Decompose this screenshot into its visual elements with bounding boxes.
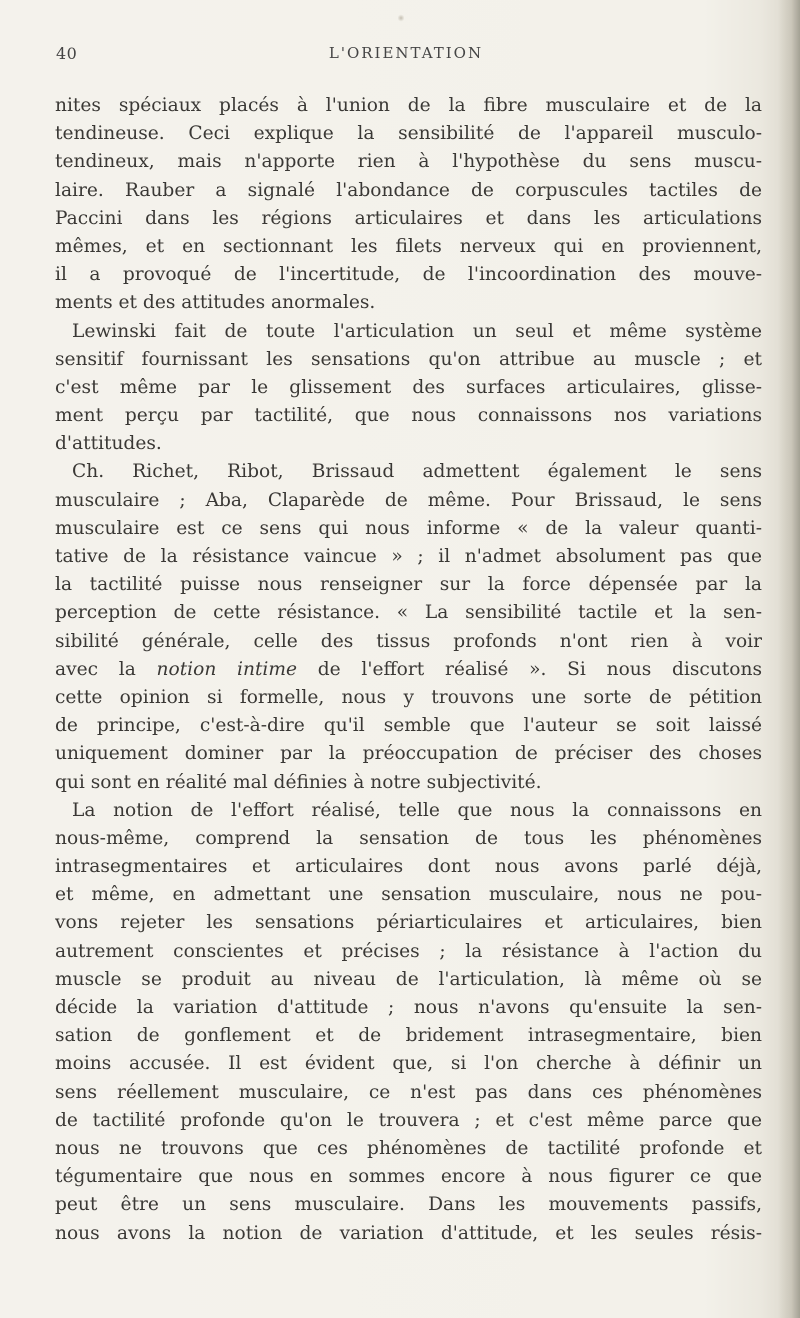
text-line: qui sont en réalité mal définies à notre subjectivité. [55,771,542,793]
text-line: sibilité générale, celle des tissus profonds n'ont rien à voir [55,630,762,652]
text-line: Ch. Richet, Ribot, Brissaud admettent également le sens [72,461,762,483]
paper-stain [398,14,404,22]
page-header [56,44,756,68]
text-line: musculaire ; Aba, Claparède de même. Pour Brissaud, le sens [55,489,762,511]
text-line: tégumentaire que nous en sommes encore à nous figurer ce que [55,1166,762,1188]
text-line: laire. Rauber a signalé l'abondance de corpuscules tactiles de [55,179,762,201]
text-line: Lewinski fait de toute l'articulation un seul et même système [72,320,762,342]
text-line: nous avons la notion de variation d'attitude, et les seules résis- [55,1222,762,1244]
text-line: et même, en admettant une sensation musculaire, nous ne pou- [55,884,762,906]
spine-shadow [778,0,800,1318]
text-line: nites spéciaux placés à l'union de la fibre musculaire et de la [55,95,762,116]
text-line: peut être un sens musculaire. Dans les mouvements passifs, [55,1194,762,1216]
paragraph-2 [55,318,762,459]
text-line: ment perçu par tactilité, que nous connaissons nos variations [55,405,762,427]
text-line: sensitif fournissant les sensations qu'on attribue au muscle ; et [55,348,762,370]
text-line: c'est même par le glissement des surfaces articulaires, glisse- [55,376,762,398]
text-line: nous-même, comprend la sensation de tous les phénomènes [55,827,762,849]
running-title: L'ORIENTATION [328,44,484,62]
text-line: muscle se produit au niveau de l'articulation, là même où se [55,968,762,990]
text-line: la tactilité puisse nous renseigner sur la force dépensée par la [55,574,762,596]
text-line: décide la variation d'attitude ; nous n'avons qu'ensuite la sen- [55,997,762,1018]
text-line: cette opinion si formelle, nous y trouvons une sorte de pétition [55,686,762,708]
paragraph-3 [55,458,762,796]
text-line: de tactilité profonde qu'on le trouvera ; et c'est même parce que [55,1109,762,1131]
text-line: tendineuse. Ceci explique la sensibilité de l'appareil musculo- [55,123,762,145]
paragraph-1 [55,92,762,318]
italic-term: notion intime [156,658,298,680]
text-segment: de l'effort réalisé ». Si nous discutons [317,658,762,680]
text-line: uniquement dominer par la préoccupation de préciser des choses [55,743,762,765]
text-line: tative de la résistance vaincue » ; il n'admet absolument pas que [55,546,762,567]
text-line: mêmes, et en sectionnant les filets nerveux qui en proviennent, [55,235,762,257]
text-line: il a provoqué de l'incertitude, de l'incoordination des mouve- [55,264,762,286]
text-line: autrement conscientes et précises ; la résistance à l'action du [55,940,762,962]
text-line: d'attitudes. [55,433,162,455]
text-line: tendineux, mais n'apporte rien à l'hypothèse du sens muscu- [55,151,762,173]
paragraph-4 [55,797,762,1248]
text-line: ments et des attitudes anormales. [55,292,376,314]
text-segment: avec la [55,658,136,680]
text-line: sens réellement musculaire, ce n'est pas dans ces phénomènes [55,1081,762,1103]
text-line: moins accusée. Il est évident que, si l'on cherche à définir un [55,1053,762,1075]
text-line: musculaire est ce sens qui nous informe « de la valeur quanti- [55,517,762,539]
page-number: 40 [56,44,78,63]
text-line: intrasegmentaires et articulaires dont nous avons parlé déjà, [55,856,762,878]
text-line: La notion de l'effort réalisé, telle que nous la connaissons en [72,799,762,821]
text-line: sation de gonflement et de bridement intrasegmentaire, bien [55,1025,762,1047]
text-line: Paccini dans les régions articulaires et dans les articulations [55,207,762,229]
text-line: de principe, c'est-à-dire qu'il semble que l'auteur se soit laissé [55,715,762,737]
text-line: perception de cette résistance. « La sensibilité tactile et la sen- [55,602,762,624]
text-line: nous ne trouvons que ces phénomènes de tactilité profonde et [55,1137,762,1159]
body-text [55,92,762,1248]
text-line-with-italic [55,656,762,684]
text-line: vons rejeter les sensations périarticulaires et articulaires, bien [55,912,762,934]
